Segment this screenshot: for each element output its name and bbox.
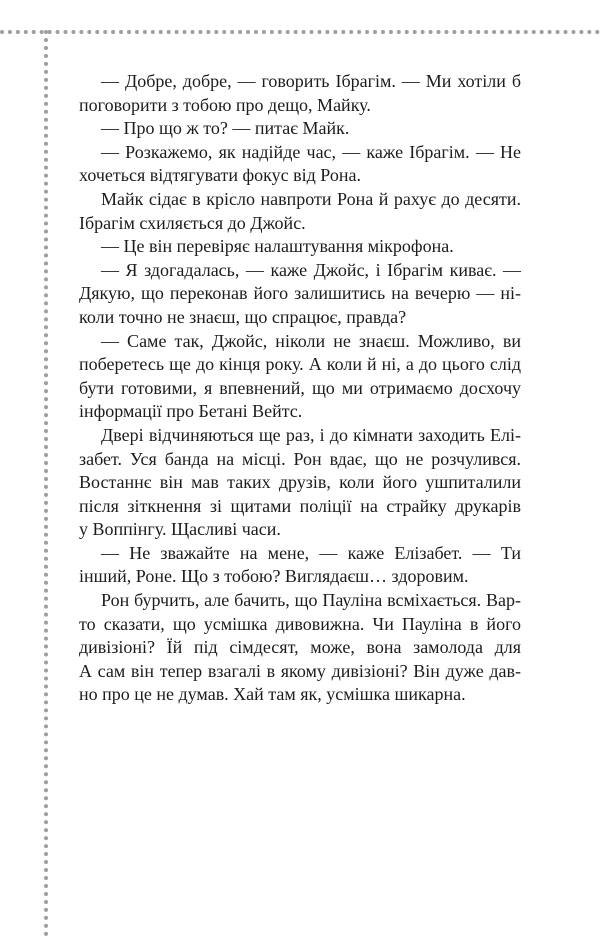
text-line: Рон бурчить, але бачить, що Пауліна всміхається. Вар- (101, 590, 521, 611)
text-line: то сказати, що усмішка дивовижна. Чи Пауліна в його (79, 613, 521, 634)
text-line: — Я здогадалась, — каже Джойс, і Ібрагім киває. — (101, 259, 521, 280)
text-line: поговорити з тобою про дещо, Майку. (79, 94, 371, 115)
text-line: забет. Уся банда на місці. Рон вдає, що не розчулився. (79, 448, 521, 469)
text-line: Ібрагім схиляється до Джойс. (79, 212, 306, 233)
text-line: — Про що ж то? — питає Майк. (101, 118, 350, 139)
text-line: — Розкажемо, як надійде час, — каже Ібрагім. — Не (101, 141, 521, 162)
text-line: Майк сідає в крісло навпроти Рона й рахує до десяти. (101, 188, 521, 209)
text-line: но про це не думав. Хай там як, усмішка шикарна. (79, 684, 466, 705)
text-line: інформації про Бетані Вейтс. (79, 401, 303, 422)
text-line: Дякую, що переконав його залишитись на вечерю — ні- (79, 283, 521, 304)
text-line: А сам він тепер взагалі в якому дивізіоні? Він дуже дав- (79, 660, 521, 681)
text-line: — Це він перевіряє налаштування мікрофона. (101, 236, 454, 257)
text-line: — Добре, добре, — говорить Ібрагім. — Ми хотіли б (101, 71, 521, 91)
text-line: хочеться відтягувати фокус від Рона. (79, 165, 361, 186)
book-page-text (79, 70, 521, 707)
text-line: у Воппінгу. Щасливі часи. (79, 519, 281, 540)
text-line: поберетесь ще до кінця року. А коли й ні, а до цього слід (79, 354, 521, 375)
text-line: Двері відчиняються ще раз, і до кімнати заходить Елі- (101, 424, 521, 445)
text-line: Востаннє він мав таких друзів, коли його ушпиталили (79, 472, 521, 493)
text-line: після зіткнення зі щитами поліції на страйку друкарів (79, 495, 521, 516)
text-line: дивізіоні? Їй під сімдесят, може, вона замолода для (79, 637, 521, 658)
text-line: бути готовими, я впевнений, що ми отримаємо досхочу (79, 377, 521, 398)
dotted-border-top (0, 30, 600, 34)
text-line: — Саме так, Джойс, ніколи не знаєш. Можливо, ви (101, 330, 521, 351)
text-line: інший, Роне. Що з тобою? Виглядаєш… здоровим. (79, 566, 469, 587)
dotted-border-left (44, 30, 48, 937)
text-line: коли точно не знаєш, що спрацює, правда? (79, 306, 407, 327)
text-line: — Не зважайте на мене, — каже Елізабет. — Ти (101, 542, 521, 563)
